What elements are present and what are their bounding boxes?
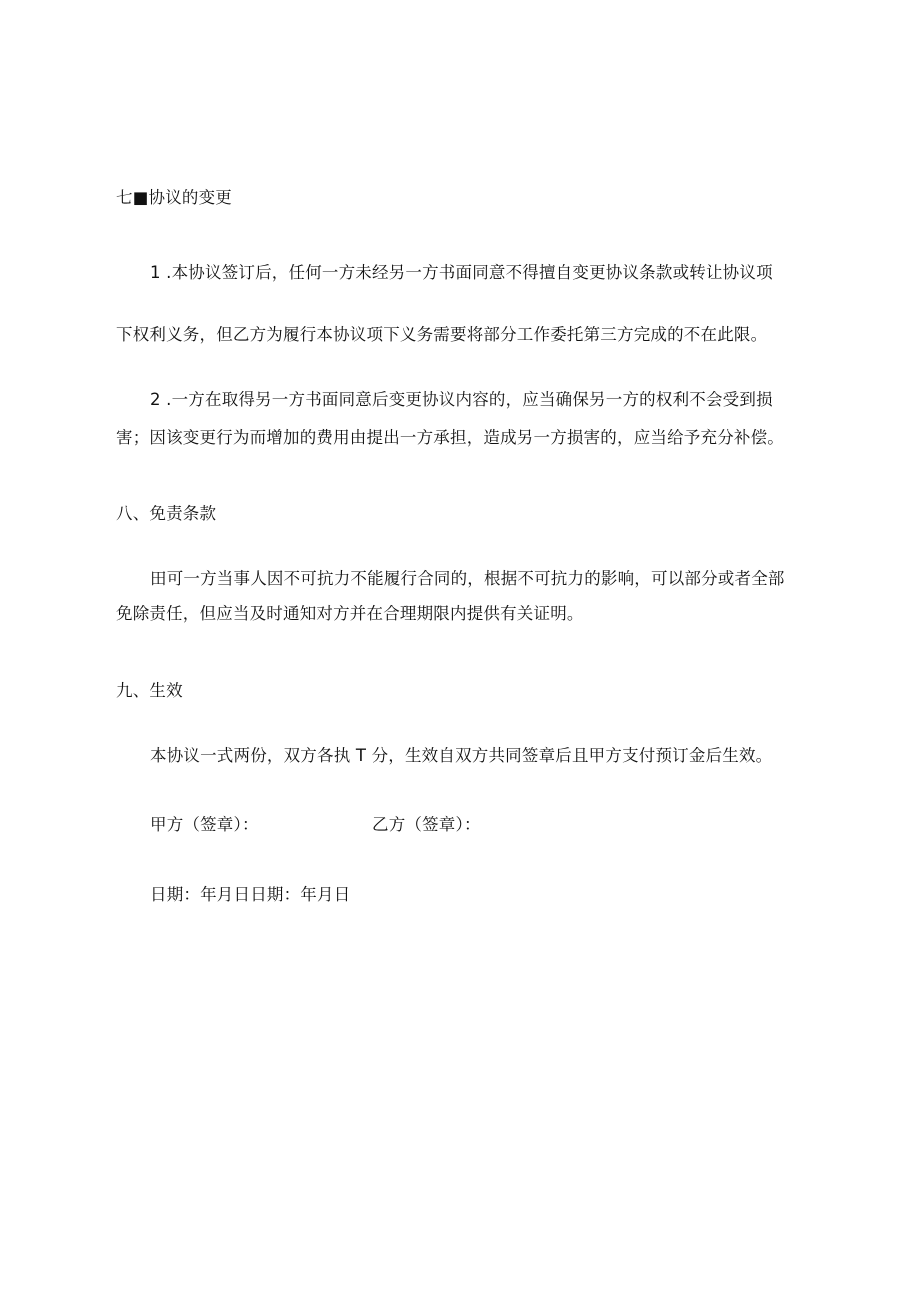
section-7-item-2-line-1: 2 .一方在取得另一方书面同意后变更协议内容的，应当确保另一方的权利不会受到损 [150, 390, 773, 409]
section-7-item-2-line-2: 害；因该变更行为而增加的费用由提出一方承担，造成另一方损害的，应当给予充分补偿。 [116, 428, 784, 447]
section-8-para-line-1: 田可一方当事人因不可抗力不能履行合同的，根据不可抗力的影响，可以部分或者全部 [150, 569, 785, 588]
party-a-signature-label: 甲方（签章）： [150, 815, 259, 834]
section-7-item-1-line-2: 下权利义务，但乙方为履行本协议项下义务需要将部分工作委托第三方完成的不在此限。 [116, 325, 768, 344]
section-7-item-1-line-1: 1 .本协议签订后，任何一方未经另一方书面同意不得擅自变更协议条款或转让协议项 [150, 263, 773, 282]
section-7-heading: 七■协议的变更 [116, 188, 232, 207]
section-9-heading: 九、生效 [116, 681, 183, 700]
section-9-para-line-1: 本协议一式两份，双方各执 T 分，生效自双方共同签章后且甲方支付预订金后生效。 [150, 746, 773, 765]
signature-dates-line: 日期：年月日日期：年月日 [150, 885, 351, 904]
section-8-heading: 八、免责条款 [116, 504, 217, 523]
section-8-para-line-2: 免除责任，但应当及时通知对方并在合理期限内提供有关证明。 [116, 604, 584, 623]
party-b-signature-label: 乙方（签章）： [372, 815, 481, 834]
